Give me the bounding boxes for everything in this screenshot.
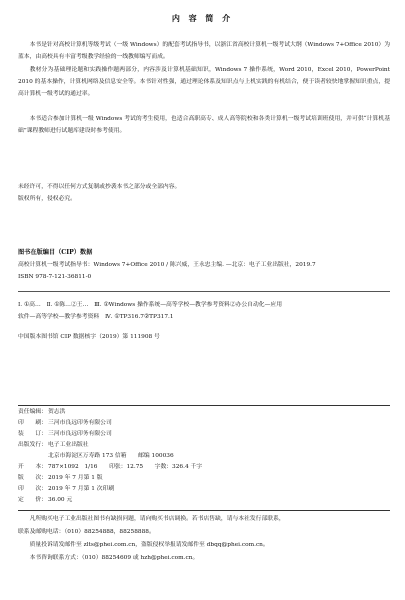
- edition-label: 版 次：: [18, 475, 47, 481]
- publisher-row: [18, 440, 89, 451]
- cip-subjects-line-2: 软件—高等学校—教学参考资料 Ⅳ. ①TP316.7②TP317.1: [18, 314, 174, 320]
- price-row: [18, 495, 72, 506]
- publisher-label: 出版发行：: [18, 442, 47, 448]
- summary-title: 内 容 简 介: [171, 13, 234, 23]
- notice-contact: 本书咨询联系方式：（010）88254609 或 hzh@phei.com.cn。: [29, 555, 199, 561]
- editor-value: 贺志洪: [48, 409, 66, 415]
- publisher-value: 电子工业出版社: [48, 442, 89, 448]
- notice-line-1: 凡所购买电子工业出版社图书有缺损问题，请向购买书店调换。若书店售缺，请与本社发行部联系，: [29, 516, 285, 522]
- summary-paragraph-1: 本书是针对高校计算机等级考试（一级 Windows）的配套考试指导书，以浙江省高校计算机一级考试大纲（Windows 7+Office 2010）为蓝本，由高校具有丰富考级教学经验的一线教师编写而成。: [18, 42, 390, 61]
- binder-value: 三河市良远印务有限公司: [48, 431, 112, 437]
- printing-label: 印 次：: [18, 486, 47, 492]
- printing-row: [18, 484, 114, 495]
- binder-row: [18, 429, 112, 440]
- format-row: [18, 462, 202, 473]
- copyright-notice: 未经许可，不得以任何方式复制或抄袭本书之部分或全部内容。: [18, 184, 181, 190]
- publisher-address: 北京市海淀区万寿路 173 信箱 邮编 100036: [48, 453, 174, 459]
- price-label: 定 价：: [18, 497, 47, 503]
- cip-heading: 图书在版编目（CIP）数据: [18, 249, 93, 256]
- summary-paragraph-3: 本书适合参加计算机一级 Windows 考试的考生使用，也适合高职高专、成人高等院校和各类计算机一级考试培训班使用，并可供“计算机基础”课程教师进行试题库建设时参考使用。: [18, 116, 390, 135]
- format-label: 开 本：: [18, 464, 47, 470]
- summary-paragraph-2: 教材分为基础理论题和实践操作题两部分，内容涉及计算机基础知识，Windows 7 操作系统，Word 2010，Excel 2010，PowerPoint 2010 的基本操作，计算机网络及信息安全等。本书针对性强，通过理论体系及知识点与上机实践的有机结合，便于读者较快地掌握知识重点，提高计算机一级考试的通过率。: [18, 67, 390, 98]
- price-value: 36.00 元: [48, 497, 73, 503]
- cip-divider: [18, 291, 390, 292]
- cip-book-line: 高校计算机一级考试指导书：Windows 7+Office 2010 / 陈兴威，王永忠主编. —北京：电子工业出版社，2019.7: [18, 262, 316, 268]
- printer-label: 印 刷：: [18, 420, 47, 426]
- publication-bottom-rule: [18, 510, 390, 511]
- publication-top-rule: [18, 405, 390, 406]
- printing-value: 2019 年 7 月第 1 次印刷: [48, 486, 115, 492]
- cip-number: 中国版本图书馆 CIP 数据核字（2019）第 111908 号: [18, 334, 160, 340]
- printer-value: 三河市良远印务有限公司: [48, 420, 112, 426]
- cip-subjects-line-1: Ⅰ. ①高… Ⅱ. ①陈…②王… Ⅲ. ①Windows 操作系统—高等学校—教学参考资料②办公自动化—应用: [18, 302, 282, 308]
- binder-label: 装 订：: [18, 431, 47, 437]
- editor-label: 责任编辑：: [18, 409, 47, 415]
- edition-value: 2019 年 7 月第 1 版: [48, 475, 103, 481]
- cip-isbn: ISBN 978-7-121-36811-0: [18, 274, 92, 280]
- notice-line-2: 联系及邮购电话：（010）88254888，88258888。: [18, 529, 155, 535]
- rights-reserved: 版权所有，侵权必究。: [18, 196, 76, 202]
- printer-row: [18, 418, 112, 429]
- notice-complaint-email: 质量投诉请发邮件至 zlts@phei.com.cn，盗版侵权举报请发邮件至 dbqq@phei.com.cn。: [29, 542, 269, 548]
- edition-row: [18, 473, 103, 484]
- editor-row: [18, 407, 65, 418]
- format-value: 787×1092 1/16 印张：12.75 字数：326.4 千字: [48, 464, 203, 470]
